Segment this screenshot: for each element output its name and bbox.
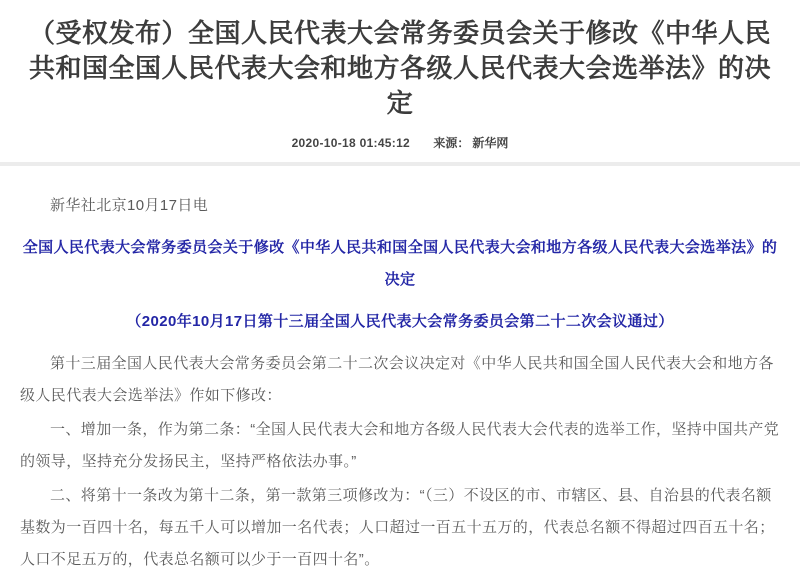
decision-title: 全国人民代表大会常务委员会关于修改《中华人民共和国全国人民代表大会和地方各级人民代表大会选举法》的决定 — [22, 239, 778, 288]
article-paragraph-2: 一、增加一条，作为第二条：“全国人民代表大会和地方各级人民代表大会代表的选举工作，坚持中国共产党的领导，坚持充分发扬民主，坚持严格依法办事。” — [20, 421, 780, 470]
source-name: 新华网 — [472, 136, 509, 150]
page-title: （受权发布）全国人民代表大会常务委员会关于修改《中华人民共和国全国人民代表大会和地方各级人民代表大会选举法》的决定 — [28, 18, 771, 118]
article-header — [0, 0, 800, 151]
article-paragraph-3: 二、将第十一条改为第十二条，第一款第三项修改为：“（三）不设区的市、市辖区、县、自治县的代表名额基数为一百四十名，每五千人可以增加一名代表；人口超过一百五十五万的，代表总名额不得超过四百五十名；人口不足五万的，代表总名额可以少于一百四十名”。 — [20, 487, 775, 568]
source-wrap — [433, 136, 508, 150]
session-note: （2020年10月17日第十三届全国人民代表大会常务委员会第二十二次会议通过） — [126, 313, 674, 330]
source-label: 来源： — [433, 136, 470, 150]
dateline: 新华社北京10月17日电 — [50, 197, 209, 214]
article-meta — [18, 134, 782, 151]
publish-datetime: 2020-10-18 01:45:12 — [291, 136, 411, 150]
article-paragraph-1: 第十三届全国人民代表大会常务委员会第二十二次会议决定对《中华人民共和国全国人民代表大会和地方各级人民代表大会选举法》作如下修改： — [20, 355, 774, 404]
article-body — [0, 166, 800, 586]
